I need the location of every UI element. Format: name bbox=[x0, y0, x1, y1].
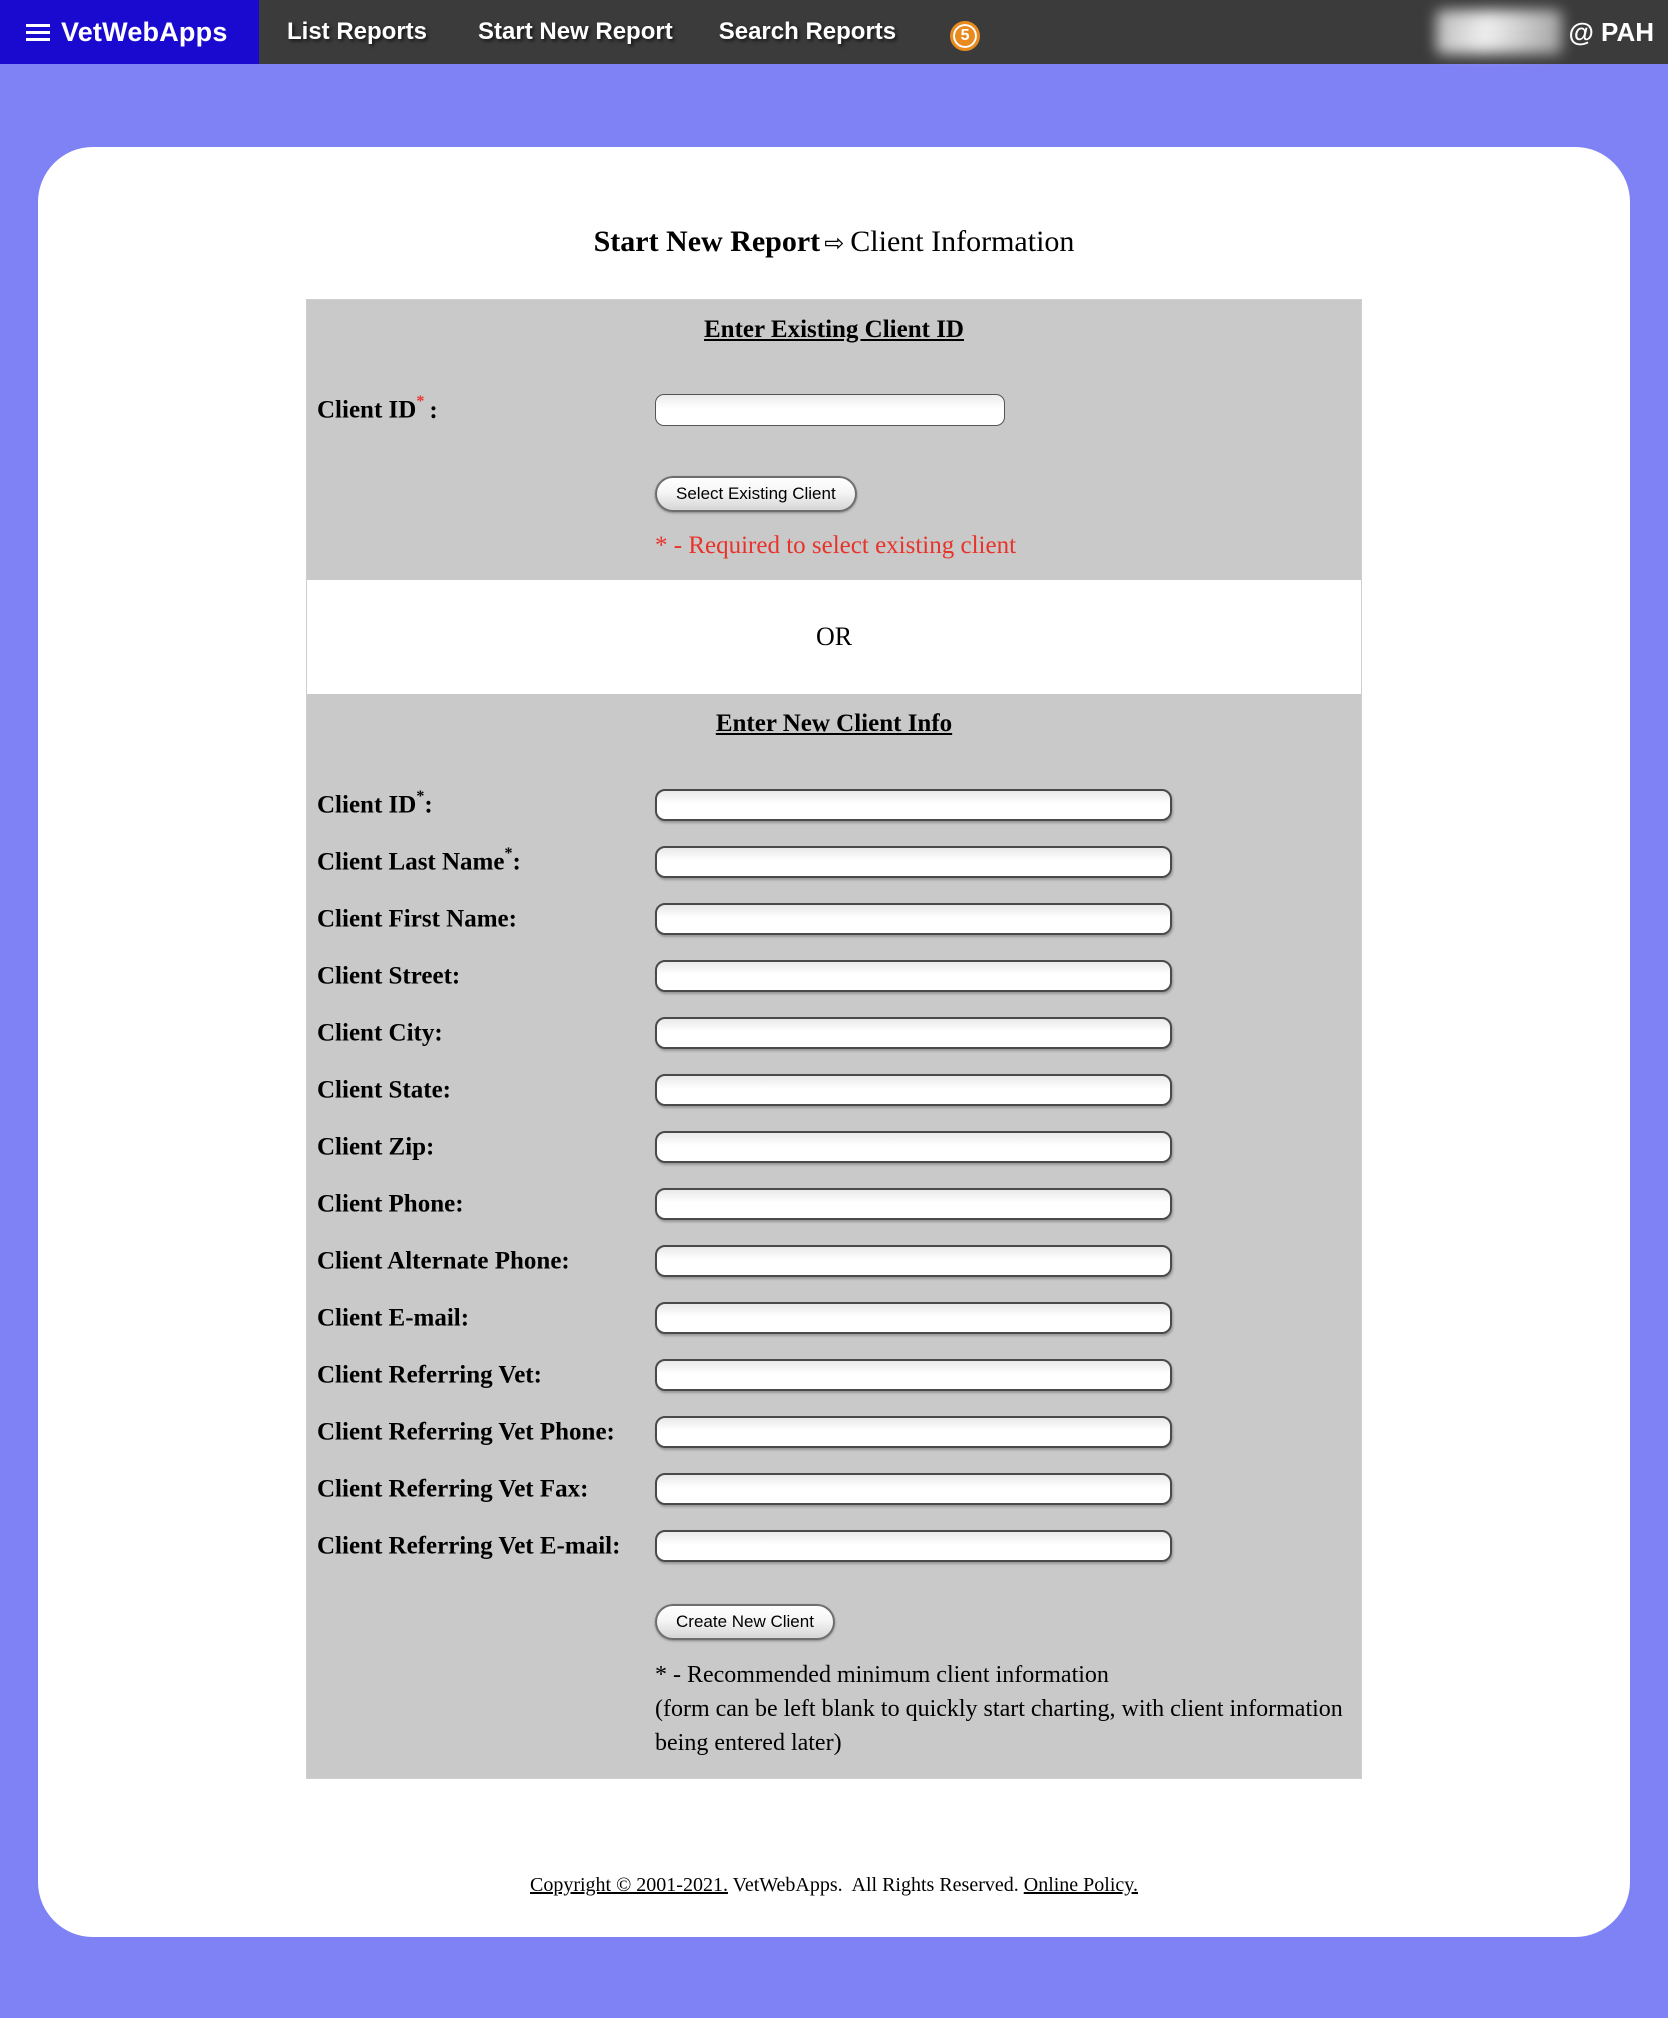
content-card bbox=[38, 147, 1630, 1937]
field-input[interactable] bbox=[655, 1074, 1172, 1106]
rights-text: VetWebApps. All Rights Reserved. bbox=[732, 1874, 1019, 1896]
field-input[interactable] bbox=[655, 960, 1172, 992]
recommended-note-line1: * - Recommended minimum client information bbox=[655, 1662, 1109, 1688]
field-row bbox=[307, 1175, 1361, 1232]
nav-items bbox=[259, 0, 980, 64]
field-input[interactable] bbox=[655, 1530, 1172, 1562]
user-area bbox=[1436, 0, 1668, 64]
field-row bbox=[307, 1346, 1361, 1403]
recommended-note-line3: being entered later) bbox=[655, 1730, 842, 1756]
recommended-note-line2: (form can be left blank to quickly start charting, with client information bbox=[655, 1696, 1343, 1722]
brand-label: VetWebApps bbox=[61, 16, 228, 47]
notification-badge[interactable]: 5 bbox=[950, 21, 980, 51]
create-new-button-row bbox=[307, 1604, 1361, 1640]
field-row bbox=[307, 1061, 1361, 1118]
field-input[interactable] bbox=[655, 846, 1172, 878]
nav-item-search-reports[interactable]: Search Reports bbox=[718, 18, 897, 45]
hamburger-menu-icon[interactable] bbox=[26, 24, 50, 41]
field-label: Client Street: bbox=[317, 962, 461, 990]
or-separator: OR bbox=[307, 580, 1361, 694]
field-input[interactable] bbox=[655, 1188, 1172, 1220]
field-row bbox=[307, 1289, 1361, 1346]
user-name-redacted bbox=[1436, 10, 1562, 54]
field-label: Client Referring Vet E-mail: bbox=[317, 1532, 621, 1560]
brand-home-button[interactable] bbox=[0, 0, 259, 64]
field-label: Client Referring Vet Fax: bbox=[317, 1475, 589, 1503]
field-input[interactable] bbox=[655, 1245, 1172, 1277]
top-nav bbox=[0, 0, 1668, 64]
field-input[interactable] bbox=[655, 1017, 1172, 1049]
page-title bbox=[38, 147, 1630, 259]
field-label: Client Zip: bbox=[317, 1133, 435, 1161]
field-row bbox=[307, 1460, 1361, 1517]
field-label: Client State: bbox=[317, 1076, 451, 1104]
nav-item-start-new-report[interactable]: Start New Report bbox=[478, 18, 673, 45]
field-row bbox=[307, 947, 1361, 1004]
required-asterisk: * bbox=[416, 393, 425, 411]
field-label: Client Last Name*: bbox=[317, 844, 521, 876]
field-label: Client First Name: bbox=[317, 905, 517, 933]
existing-client-heading: Enter Existing Client ID bbox=[704, 316, 964, 343]
field-row bbox=[307, 1403, 1361, 1460]
field-label: Client Alternate Phone: bbox=[317, 1247, 570, 1275]
field-row bbox=[307, 776, 1361, 833]
page-title-secondary: Client Information bbox=[850, 225, 1075, 258]
online-policy-link[interactable]: Online Policy. bbox=[1023, 1874, 1138, 1896]
field-label: Client ID*: bbox=[317, 787, 433, 819]
new-client-section bbox=[307, 694, 1361, 1778]
client-form-table bbox=[306, 299, 1362, 1779]
new-client-fields bbox=[307, 776, 1361, 1574]
field-row bbox=[307, 1232, 1361, 1289]
field-label: Client City: bbox=[317, 1019, 443, 1047]
existing-client-id-input[interactable] bbox=[655, 394, 1005, 426]
existing-client-id-label: Client ID* : bbox=[317, 393, 438, 424]
existing-client-section bbox=[307, 300, 1361, 580]
copyright-link[interactable]: Copyright © 2001-2021. bbox=[529, 1874, 728, 1896]
field-input[interactable] bbox=[655, 1359, 1172, 1391]
footer bbox=[38, 1874, 1630, 1897]
field-input[interactable] bbox=[655, 789, 1172, 821]
field-label: Client E-mail: bbox=[317, 1304, 470, 1332]
field-label: Client Referring Vet Phone: bbox=[317, 1418, 615, 1446]
required-note: * - Required to select existing client bbox=[655, 532, 1017, 559]
field-input[interactable] bbox=[655, 903, 1172, 935]
field-row bbox=[307, 833, 1361, 890]
create-new-client-button[interactable]: Create New Client bbox=[655, 1604, 835, 1640]
field-row bbox=[307, 890, 1361, 947]
select-existing-button-row bbox=[307, 476, 1361, 512]
field-row bbox=[307, 1517, 1361, 1574]
field-row bbox=[307, 1004, 1361, 1061]
field-label: Client Phone: bbox=[317, 1190, 464, 1218]
field-label: Client Referring Vet: bbox=[317, 1361, 542, 1389]
new-client-heading: Enter New Client Info bbox=[715, 710, 953, 737]
field-input[interactable] bbox=[655, 1416, 1172, 1448]
nav-item-list-reports[interactable]: List Reports bbox=[287, 18, 428, 45]
field-input[interactable] bbox=[655, 1131, 1172, 1163]
select-existing-client-button[interactable]: Select Existing Client bbox=[655, 476, 857, 512]
existing-client-id-row bbox=[307, 394, 1361, 426]
field-input[interactable] bbox=[655, 1302, 1172, 1334]
recommended-note bbox=[307, 1658, 1361, 1760]
field-input[interactable] bbox=[655, 1473, 1172, 1505]
breadcrumb-arrow-icon: ⇨ bbox=[824, 229, 845, 257]
field-row bbox=[307, 1118, 1361, 1175]
user-location-label: @ PAH bbox=[1568, 16, 1654, 47]
page-title-primary: Start New Report bbox=[593, 225, 821, 258]
